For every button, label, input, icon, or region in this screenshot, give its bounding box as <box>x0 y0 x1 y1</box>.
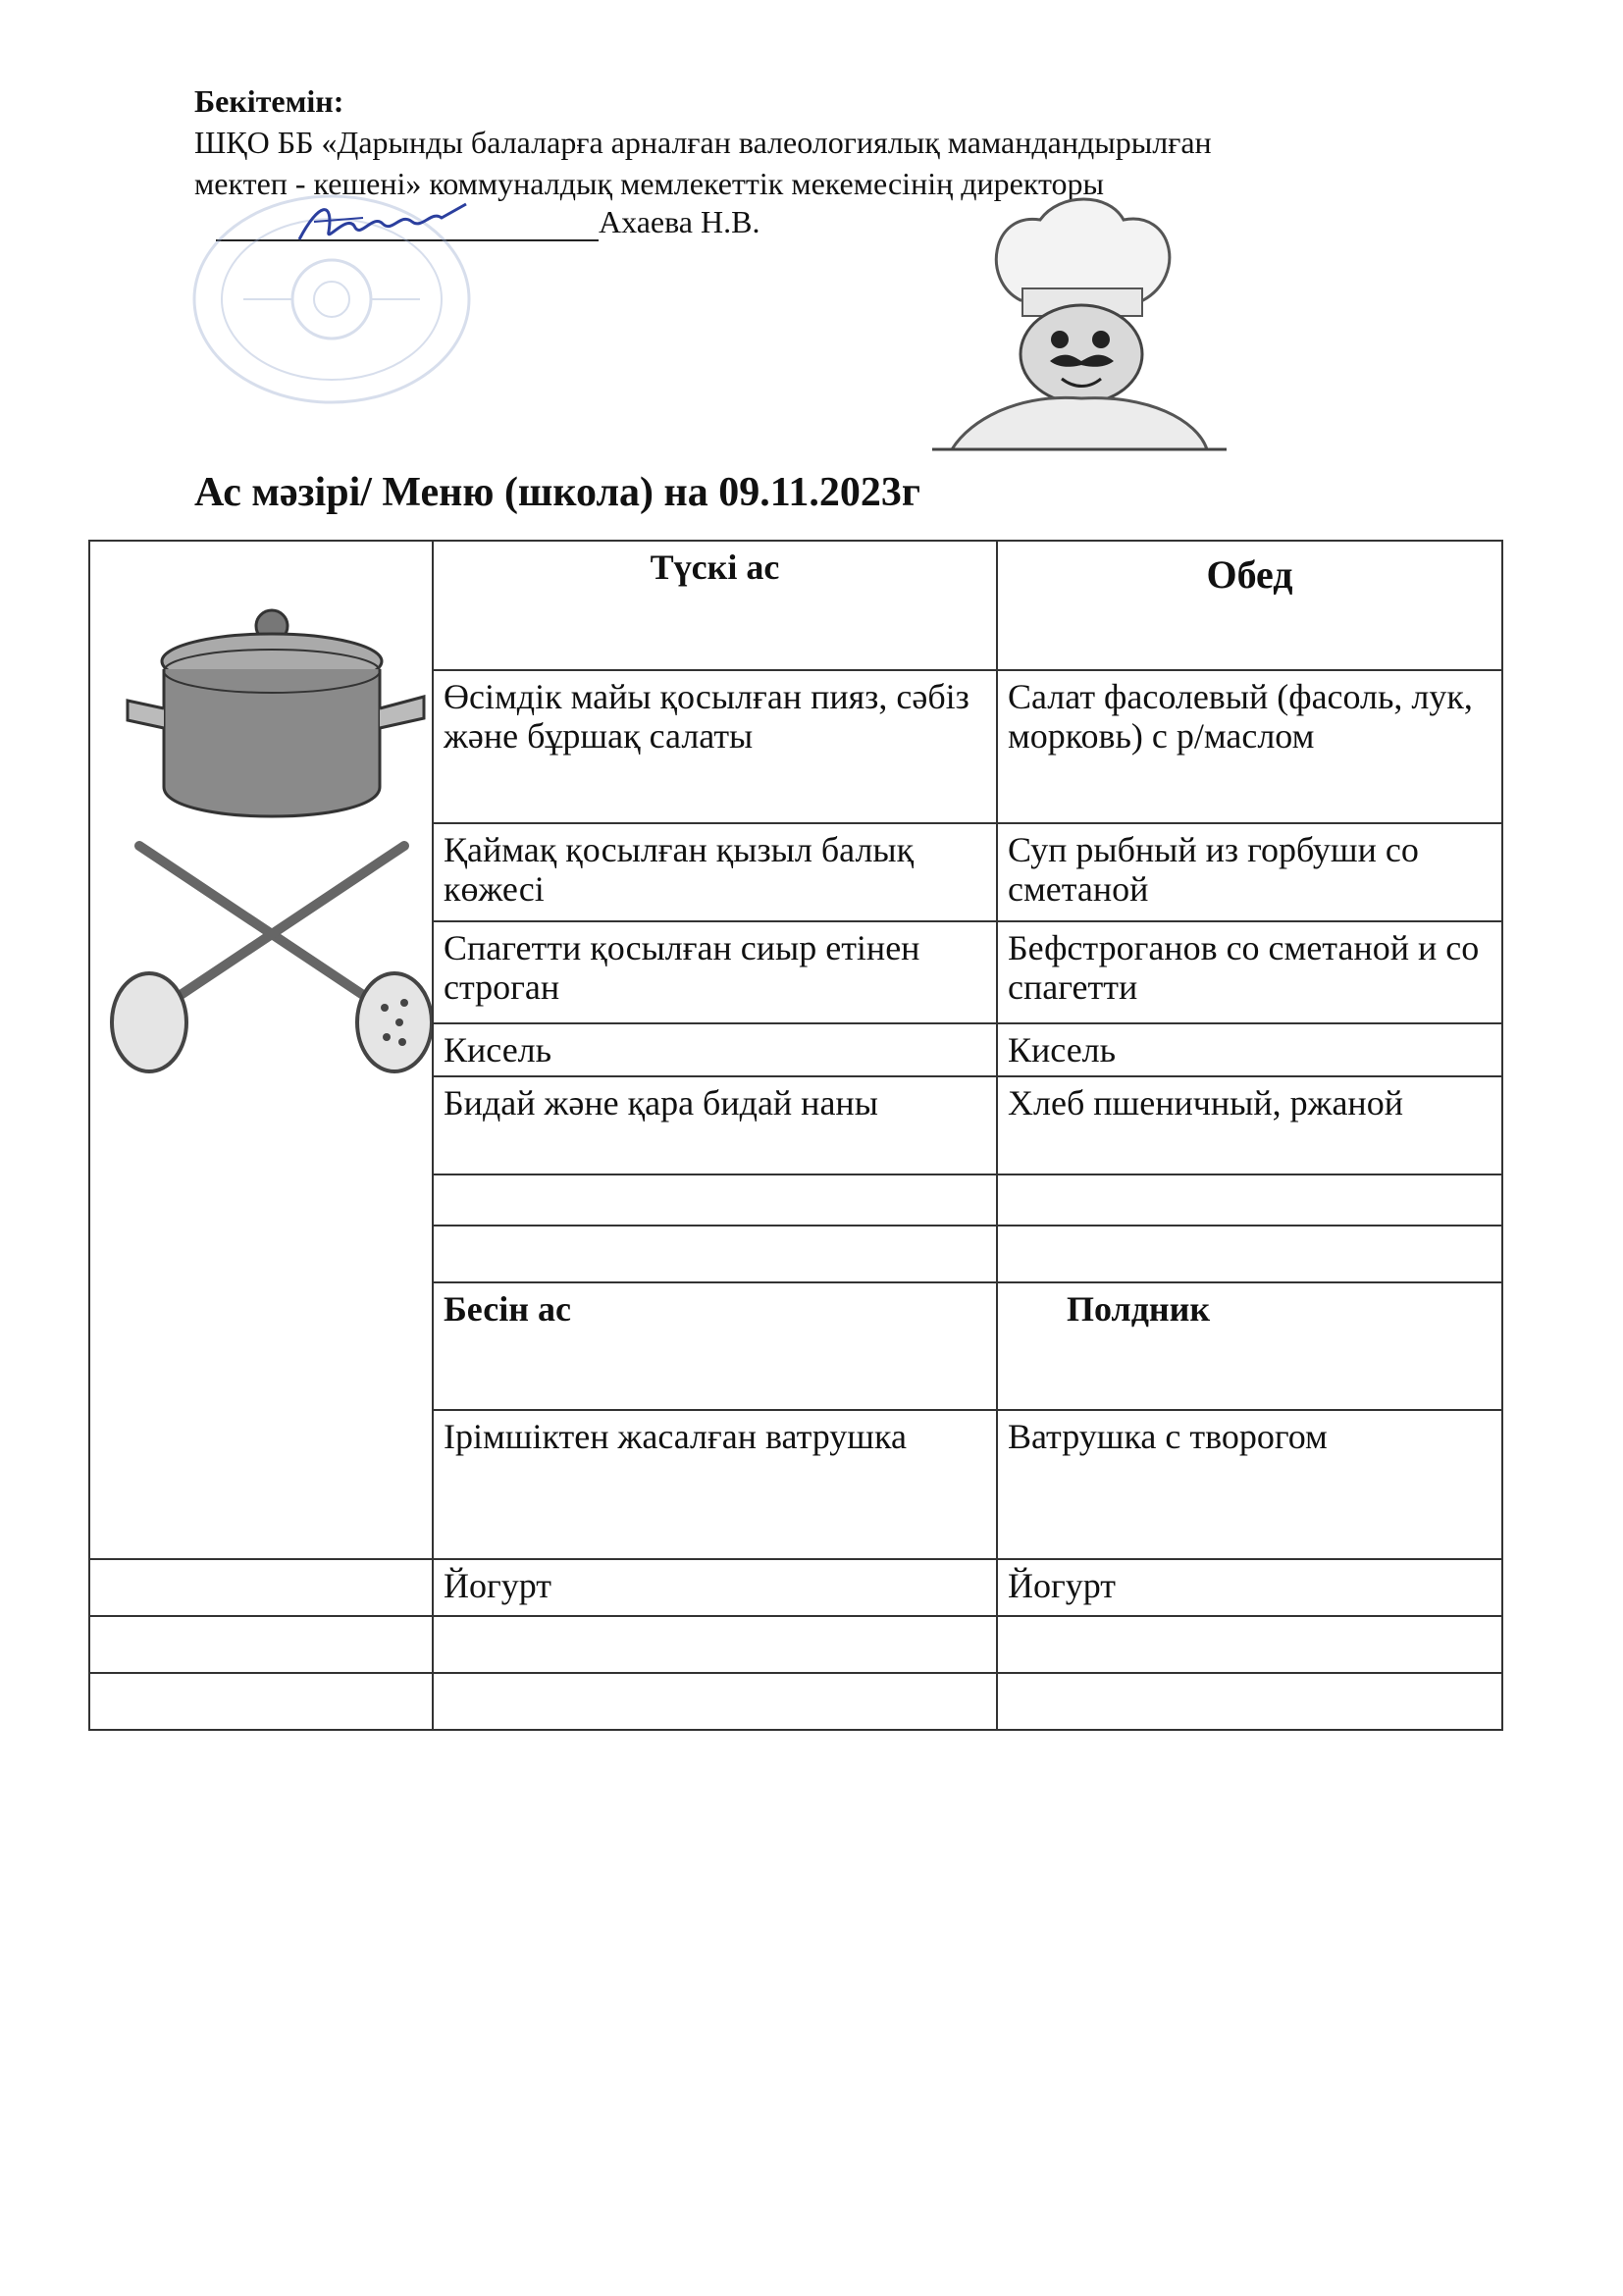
empty-cell <box>89 1673 433 1730</box>
pot-image-cell <box>89 541 433 1559</box>
approval-org-line-1: ШҚО ББ «Дарынды балаларға арналған валеологиялық мамандандырылған <box>194 125 1212 160</box>
dish-ru: Ватрушка с творогом <box>997 1410 1502 1559</box>
table-row <box>89 1673 1502 1730</box>
dish-ru <box>997 1226 1502 1282</box>
dish-ru: Кисель <box>997 1023 1502 1076</box>
page-title: Ас мәзірі/ Меню (школа) на 09.11.2023г <box>194 470 920 515</box>
menu-table <box>88 540 1503 1731</box>
approval-org-line-2: мектеп - кешені» коммуналдық мемлекеттік мекемесінің директоры <box>194 166 1104 201</box>
dish-kz: Йогурт <box>433 1559 997 1616</box>
dish-ru <box>997 1616 1502 1673</box>
snack-header-ru: Полдник <box>997 1282 1502 1410</box>
lunch-header-kz: Түскі ас <box>433 541 997 670</box>
dish-kz <box>433 1174 997 1226</box>
dish-kz: Өсімдік майы қосылған пияз, сәбіз және бұршақ салаты <box>433 670 997 823</box>
dish-ru: Хлеб пшеничный, ржаной <box>997 1076 1502 1174</box>
dish-kz: Қаймақ қосылған қызыл балық көжесі <box>433 823 997 921</box>
dish-ru: Суп рыбный из горбуши со сметаной <box>997 823 1502 921</box>
snack-header-kz: Бесін ас <box>433 1282 997 1410</box>
table-row <box>89 1616 1502 1673</box>
director-name: Ахаева Н.В. <box>599 204 760 239</box>
table-row <box>89 1559 1502 1616</box>
dish-ru: Йогурт <box>997 1559 1502 1616</box>
empty-cell <box>89 1559 433 1616</box>
dish-ru <box>997 1673 1502 1730</box>
dish-ru <box>997 1174 1502 1226</box>
dish-kz: Кисель <box>433 1023 997 1076</box>
lunch-header-ru: Обед <box>997 541 1502 670</box>
handwritten-signature-icon <box>294 192 471 251</box>
chef-cartoon-icon <box>913 192 1246 457</box>
dish-ru: Бефстроганов со сметаной и со спагетти <box>997 921 1502 1023</box>
dish-kz: Ірімшіктен жасалған ватрушка <box>433 1410 997 1559</box>
cooking-pot-icon <box>110 591 433 1081</box>
empty-cell <box>89 1616 433 1673</box>
dish-kz: Бидай және қара бидай наны <box>433 1076 997 1174</box>
dish-kz <box>433 1226 997 1282</box>
dish-kz <box>433 1673 997 1730</box>
dish-kz <box>433 1616 997 1673</box>
dish-ru: Салат фасолевый (фасоль, лук, морковь) с р/маслом <box>997 670 1502 823</box>
dish-kz: Спагетти қосылған сиыр етінен строган <box>433 921 997 1023</box>
approval-heading: Бекітемін: <box>194 83 344 119</box>
